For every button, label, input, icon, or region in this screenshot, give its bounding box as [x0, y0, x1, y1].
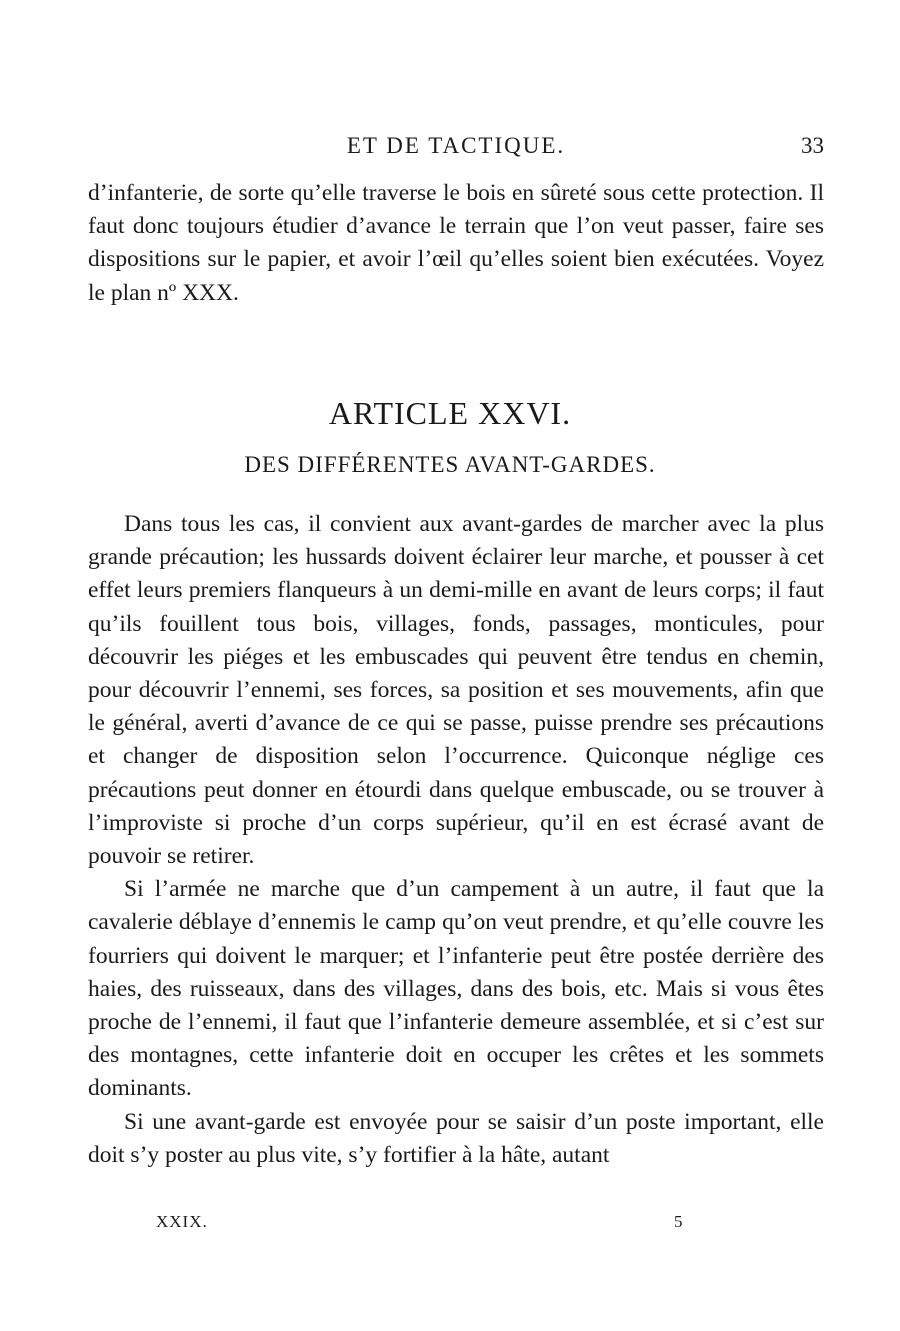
paragraph: Dans tous les cas, il convient aux avant-gardes de marcher avec la plus grande précaution; les hussards doivent éclairer leur marche, et pousser à cet effet leurs premiers flanqueurs à un demi-mille en avant de leurs corps; il faut qu’ils fouillent tous bois, villages, fonds, passages, monticules, pour découvrir les piéges et les embuscades qui peuvent être tendus en chemin, pour découvrir l’ennemi, ses forces, sa position et ses mouvements, afin que le général, averti d’avance de ce qui se passe, puisse prendre ses précautions et changer de disposition selon l’occurrence. Quiconque néglige ces précautions peut donner en étourdi dans quelque embuscade, ou se trouver à l’improviste si proche d’un corps supérieur, qu’il en est écrasé avant de pouvoir se retirer. [88, 511, 824, 870]
article-subtitle: DES DIFFÉRENTES AVANT-GARDES. [244, 452, 656, 477]
article-body [88, 508, 824, 1172]
running-title: ET DE TACTIQUE. [346, 133, 566, 158]
sheet-number: 5 [674, 1212, 683, 1231]
signature-mark: XXIX. [156, 1212, 208, 1231]
running-head [88, 133, 824, 163]
article-title: ARTICLE XXVI. [328, 395, 572, 431]
carryover-paragraph: d’infanterie, de sorte qu’elle traverse le bois en sûreté sous cette protection. Il faut donc toujours étudier d’avance le terrain que l’on veut passer, faire ses dispositions sur le papier, et avoir l’œil qu’elles soient bien exécutées. Voyez le plan nº XXX. [88, 180, 824, 306]
paragraph: Si l’armée ne marche que d’un campement à un autre, il faut que la cavalerie déblaye d’ennemis le camp qu’on veut prendre, et qu’elle couvre les fourriers qui doivent le marquer; et l’infanterie peut être postée derrière des haies, des ruisseaux, dans des villages, dans des bois, etc. Mais si vous êtes proche de l’ennemi, il faut que l’infanterie demeure assemblée, et si c’est sur des montagnes, cette infanterie doit en occuper les crêtes et les sommets dominants. [88, 876, 824, 1102]
paragraph: Si une avant-garde est envoyée pour se saisir d’un poste important, elle doit s’y poster au plus vite, s’y fortifier à la hâte, autant [88, 1108, 824, 1168]
carryover-text [88, 177, 824, 310]
page-number: 33 [801, 133, 824, 158]
page-footer [88, 1212, 824, 1236]
